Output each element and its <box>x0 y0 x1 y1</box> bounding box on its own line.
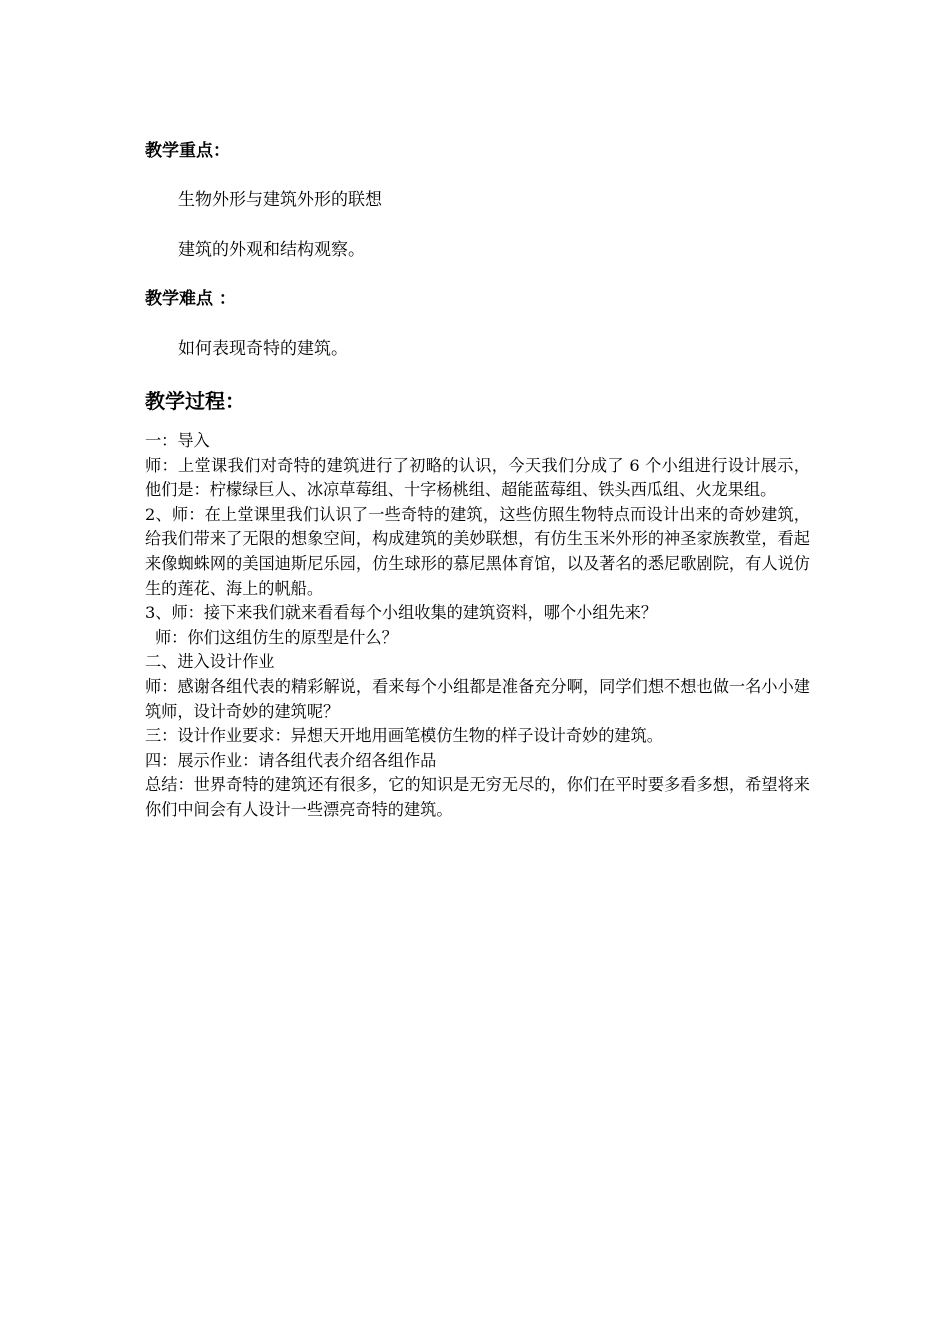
process-paragraph: 师：上堂课我们对奇特的建筑进行了初略的认识，今天我们分成了 6 个小组进行设计展示，他们是：柠檬绿巨人、冰凉草莓组、十字杨桃组、超能蓝莓组、铁头西瓜组、火龙果组。 <box>145 455 810 500</box>
process-paragraph: 师：你们这组仿生的原型是什么？ <box>155 627 398 647</box>
process-paragraph-requirements: 三：设计作业要求：异想天开地用画笔模仿生物的样子设计奇妙的建筑。 <box>145 726 663 746</box>
process-paragraph-showcase: 四：展示作业：请各组代表介绍各组作品 <box>145 750 437 770</box>
process-paragraph-intro: 一：导入 <box>145 431 210 450</box>
key-point-item: 生物外形与建筑外形的联想 <box>178 190 382 210</box>
difficulty-item: 如何表现奇特的建筑。 <box>178 339 348 359</box>
process-paragraph: 2、师：在上堂课里我们认识了一些奇特的建筑，这些仿照生物特点而设计出来的奇妙建筑，给我们带来了无限的想象空间，构成建筑的美妙联想，有仿生玉米外形的神圣家族教堂，看起来像蜘蛛网的美国迪斯尼乐园，仿生球形的慕尼黑体育馆，以及著名的悉尼歌剧院，有人说仿生的莲花、海上的帆船。 <box>145 504 810 598</box>
process-paragraph: 3、师：接下来我们就来看看每个小组收集的建筑资料，哪个小组先来？ <box>145 603 658 623</box>
process-paragraph: 师：感谢各组代表的精彩解说，看来每个小组都是准备充分啊，同学们想不想也做一名小小建筑师，设计奇妙的建筑呢？ <box>145 676 810 721</box>
process-heading: 教学过程： <box>145 389 245 413</box>
difficulties-heading: 教学难点 ： <box>145 289 236 309</box>
key-point-item: 建筑的外观和结构观察。 <box>178 240 365 260</box>
process-paragraph-design: 二、进入设计作业 <box>145 652 275 672</box>
process-paragraph-summary: 总结：世界奇特的建筑还有很多，它的知识是无穷无尽的，你们在平时要多看多想，希望将来你们中间会有人设计一些漂亮奇特的建筑。 <box>145 775 810 819</box>
key-points-heading: 教学重点： <box>145 141 230 161</box>
process-body <box>145 429 810 823</box>
